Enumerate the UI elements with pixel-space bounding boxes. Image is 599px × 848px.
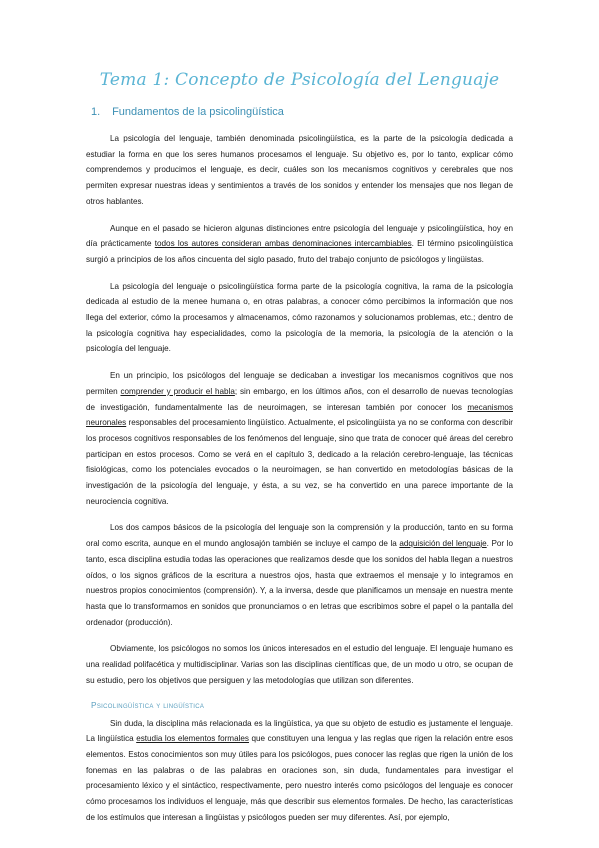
underlined-text: mecanismos neuronales (86, 402, 513, 428)
underlined-text: todos los autores consideran ambas denominaciones intercambiables (154, 239, 412, 249)
underlined-text: estudia los elementos formales (136, 734, 249, 744)
subsection-heading: Psicolingüística y lingüística (91, 699, 205, 710)
underlined-text: adquisición del lenguaje (399, 539, 487, 549)
underlined-text: comprender y producir el habla (120, 386, 235, 396)
section-heading (91, 106, 513, 118)
section-heading-text: Fundamentos de la psicolingüística (112, 106, 284, 118)
paragraph-1: La psicología del lenguaje, también denominada psicolingüística, es la parte de la psicología dedicada a estudiar la forma en que los seres humanos procesamos el lenguaje. Su objetivo es, por lo tanto, explicar cómo comprendemos y producimos el lenguaje, es decir, cuáles son los mecanismos cognitivos y cerebrales que nos permiten expresar nuestras ideas y sentimientos a través de los sonidos y entender los mensajes que nos llegan de otros hablantes. (86, 134, 513, 206)
paragraph-6: Obviamente, los psicólogos no somos los únicos interesados en el estudio del lenguaje. El lenguaje humano es una realidad polifacética y multidisciplinar. Varias son las disciplinas científicas que, de un modo u otro, se ocupan de su estudio, pero los objetivos que persiguen y las metodologías que utilizan son diferentes. (86, 644, 513, 685)
document-title: Tema 1: Concepto de Psicología del Lenguaje (99, 70, 500, 90)
paragraph-7: Sin duda, la disciplina más relacionada es la lingüística, ya que su objeto de estudio es justamente el lenguaje. La lingüística estudia los elementos formales que constituyen una lengua y las reglas que rigen la relación entre esos elementos. Estos conocimientos son muy útiles para los psicólogos, pues conocer las reglas que rigen la unión de los fonemas en las palabras o de las palabras en oraciones son, sin duda, fundamentales para investigar el procesamiento léxico y el sintáctico, respectivamente, pero nuestro interés como psicólogos del lenguaje es conocer cómo procesamos los individuos el lenguaje, más que describir sus elementos formales. De hecho, las características de los estímulos que interesan a lingüistas y psicólogos pueden ser muy diferentes. Así, por ejemplo, (86, 718, 513, 822)
paragraph-5: Los dos campos básicos de la psicología del lenguaje son la comprensión y la producción, tanto en su forma oral como escrita, aunque en el mundo anglosajón también se incluye el campo de la adquisición del lenguaje. Por lo tanto, esca disciplina estudia todas las operaciones que realizamos desde que los sonidos del habla llegan a nuestros oídos, o los signos gráficos de la escritura a nuestros ojos, hasta que extraemos el mensaje y lo integramos en nuestros propios conocimientos (comprensión). Y, a la inversa, desde que planificamos un mensaje en nuestra mente hasta que lo transformamos en sonidos que pronunciamos o en letras que escribimos sobre el papel o la pantalla del ordenador (producción). (86, 523, 513, 627)
section-number: 1. (91, 106, 101, 118)
paragraph-4: En un principio, los psicólogos del lenguaje se dedicaban a investigar los mecanismos cognitivos que nos permiten comprender y producir el habla; sin embargo, en los últimos años, con el desarrollo de nuevas tecnologías de investigación, fundamentalmente las de neuroimagen, se interesan también por conocer los mecanismos neuronales responsables del procesamiento lingüístico. Actualmente, el psicolingüista ya no se conforma con describir los procesos cognitivos responsables de los fenómenos del lenguaje, sino que trata de conocer qué áreas del cerebro participan en estos procesos. Como se verá en el capítulo 3, dedicado a la relación cerebro-lenguaje, las técnicas fisiológicas, como los potenciales evocados o la neuroimagen, se han convertido en metodologías básicas de la investigación de la psicología del lenguaje, y ésta, a su vez, se ha convertido en una parece importante de la neurociencia cognitiva. (86, 371, 513, 506)
paragraph-3: La psicología del lenguaje o psicolingüística forma parte de la psicología cognitiva, la rama de la psicología dedicada al estudio de la menee humana o, en otras palabras, a conocer cómo percibimos la información que nos llega del exterior, cómo la procesamos y almacenamos, cómo razonamos y solucionamos problemas, etc.; dentro de la psicología cognitiva hay especialidades, como la psicología de la memoria, la psicología de la atención o la psicología del lenguaje. (86, 281, 513, 354)
paragraph-2: Aunque en el pasado se hicieron algunas distinciones entre psicología del lenguaje y psicolingüística, hoy en día prácticamente todos los autores consideran ambas denominaciones intercambiables. El término psicolingüística surgió a principios de los años cincuenta del siglo pasado, fruto del trabajo conjunto de psicólogos y lingüistas. (86, 223, 513, 264)
